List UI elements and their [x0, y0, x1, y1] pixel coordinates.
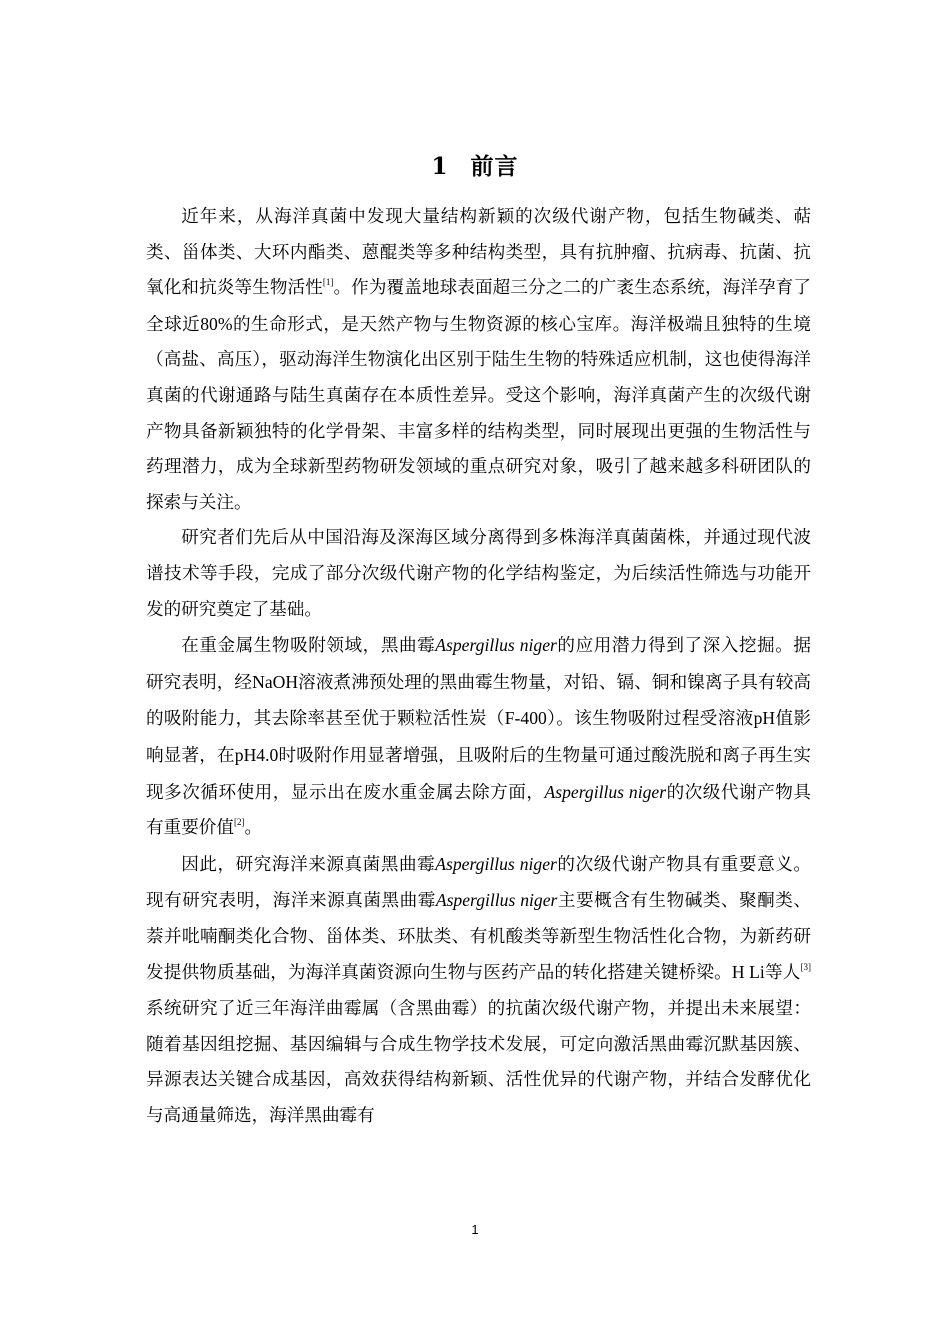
- page-number: 1: [471, 1222, 479, 1237]
- p4-text-b: 的次级代谢产物具有重要意义。现有研究表明，海洋来源真菌黑曲霉: [146, 854, 811, 912]
- section-heading: [0, 149, 950, 185]
- percentage-value: 80%: [200, 313, 233, 334]
- p3-text-d: ）。该生物吸附过程受溶液: [546, 709, 754, 730]
- p1-text-c: 的生命形式，是天然产物与生物资源的核心宝库。海洋极端且独特的生境（高盐、高压），驱动海洋生物演化出区别于陆生生物的特殊适应机制，这也使得海洋真菌的代谢通路与陆生真菌存在本质性差异。受这个影响，海洋真菌产生的次级代谢产物具备新颖独特的化学骨架、丰富多样的结构类型，同时展现出更强的生物活性与药理潜力，成为全球新型药物研发领域的重点研究对象，吸引了越来越多科研团队的探索与关注。: [146, 314, 811, 513]
- p3-text-c: 溶液煮沸预处理的黑曲霉生物量，对铅、镉、铜和镍离子具有较高的吸附能力，其去除率甚至优于颗粒活性炭（: [146, 672, 811, 730]
- species-name: Aspergillus niger: [435, 853, 557, 874]
- paragraph-4: [146, 847, 811, 1135]
- chemical-name: NaOH: [252, 671, 299, 692]
- p3-text-f: 时吸附作用显著增强，且吸附后的生物量可通过酸洗脱和离子再生实现多次循环使用，显示出在废水重金属去除方面，: [146, 745, 811, 803]
- species-name: Aspergillus niger: [544, 781, 667, 802]
- paragraph-2: [146, 521, 811, 628]
- p2-text: 研究者们先后从中国沿海及深海区域分离得到多株海洋真菌菌株，并通过现代波谱技术等手段，完成了部分次级代谢产物的化学结构鉴定，为后续活性筛选与功能开发的研究奠定了基础。: [146, 528, 811, 620]
- p3-text-h: 。: [244, 818, 263, 839]
- paragraph-3: [146, 628, 811, 847]
- ph-label: pH: [753, 708, 776, 729]
- p1-text-a: 近年来，从海洋真菌中发现大量结构新颖的次级代谢产物，包括生物碱类、萜类、甾体类、大环内酯类、蒽醌类等多种结构类型，具有抗肿瘤、抗病毒、抗菌、抗氧化和抗炎等生物活性: [146, 207, 811, 299]
- p4-text-d: 等人: [764, 963, 801, 984]
- ph-value: pH4.0: [234, 744, 279, 765]
- p3-text-b: 的应用潜力得到了深入挖掘。据研究表明，经: [146, 636, 811, 693]
- species-name: Aspergillus niger: [435, 635, 557, 656]
- citation-2: [2]: [233, 817, 245, 827]
- p4-text-a: 因此，研究海洋来源真菌黑曲霉: [181, 854, 436, 875]
- species-name: Aspergillus niger: [435, 890, 558, 911]
- citation-3: [3]: [800, 962, 811, 973]
- product-code: F-400: [504, 708, 547, 729]
- p3-text-a: 在重金属生物吸附领域，黑曲霉: [181, 636, 436, 657]
- p4-text-e: 系统研究了近三年海洋曲霉属（含黑曲霉）的抗菌次级代谢产物，并提出未来展望：随着基因组挖掘、基因编辑与合成生物学技术发展，可定向激活黑曲霉沉默基因簇、异源表达关键合成基因，高效获得结构新颖、活性优异的代谢产物，并结合发酵优化与高通量筛选，海洋黑曲霉有: [146, 999, 811, 1126]
- citation-1: [1]: [322, 277, 334, 288]
- p1-text-b: 。作为覆盖地球表面超三分之二的广袤生态系统，海洋孕育了全球近: [146, 278, 811, 335]
- body-text: [146, 200, 811, 1134]
- p4-text-c: 主要概含有生物碱类、聚酮类、萘并吡喃酮类化合物、甾体类、环肽类、有机酸类等新型生物活性化合物，为新药研发提供物质基础，为海洋真菌资源向生物与医药产品的转化搭建关键桥梁。: [146, 891, 811, 984]
- p3-text-e: 值影响显著，在: [146, 709, 811, 766]
- author-name: H Li: [731, 962, 765, 983]
- section-title: 前言: [470, 153, 519, 181]
- p3-text-g: 的次级代谢产物具有重要价值: [146, 782, 811, 839]
- paragraph-1: [146, 200, 811, 521]
- section-number: 1: [431, 153, 449, 181]
